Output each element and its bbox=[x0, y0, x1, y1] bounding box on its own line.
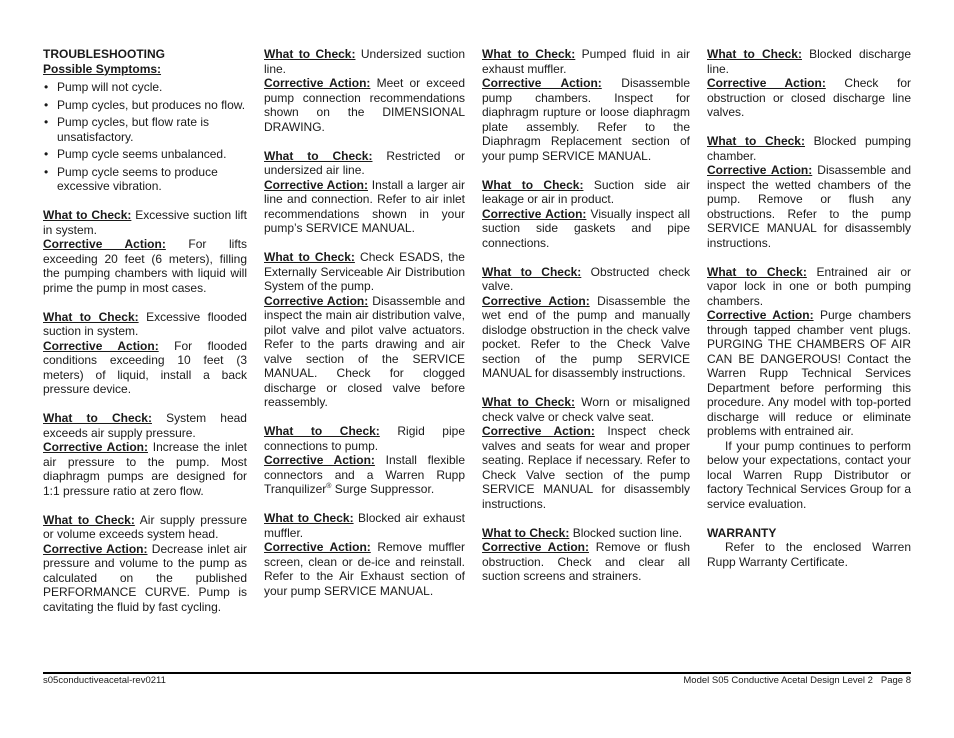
corrective-action: Corrective Action: Remove muffler screen, clean or de-ice and reinstall. Refer to the Air Exhaust section of your pump SERVICE MANUAL. bbox=[264, 540, 466, 598]
what-to-check: What to Check: Blocked discharge line. bbox=[707, 47, 911, 76]
troubleshooting-entry bbox=[707, 134, 911, 250]
what-to-check: What to Check: Suction side air leakage or air in product. bbox=[482, 177, 690, 206]
troubleshooting-entry bbox=[43, 208, 247, 295]
corrective-action: Corrective Action: Increase the inlet air pressure to the pump. Most diaphragm pumps are designed for 1:1 pressure ratio at zero flow. bbox=[43, 440, 247, 498]
bullet-icon: • bbox=[44, 147, 49, 161]
what-to-check: What to Check: Blocked air exhaust muffler. bbox=[264, 511, 465, 540]
column-4 bbox=[707, 47, 911, 569]
corrective-action: Corrective Action: Inspect check valves and seats for wear and proper seating. Replace if necessary. Refer to Check Valve section of the pump SERVICE MANUAL for disassembly instructions. bbox=[482, 424, 690, 511]
troubleshooting-entry bbox=[264, 149, 465, 236]
what-to-check: What to Check: Air supply pressure or volume exceeds system head. bbox=[43, 512, 247, 541]
warranty-text: Refer to the enclosed Warren Rupp Warranty Certificate. bbox=[707, 540, 911, 569]
what-to-check: What to Check: Rigid pipe connections to pump. bbox=[264, 424, 465, 453]
corrective-action: Corrective Action: Purge chambers through tapped chamber vent plugs. PURGING THE CHAMBERS OF AIR CAN BE DANGEROUS! Contact the Warren Rupp Technical Services Department before performing this procedure. Any model with top-ported discharge will reduce or eliminate problems with entrained air. bbox=[707, 308, 912, 438]
what-to-check: What to Check: Obstructed check valve. bbox=[482, 264, 690, 293]
bullet-icon: • bbox=[44, 164, 49, 179]
troubleshooting-entry bbox=[43, 411, 247, 498]
warranty-heading: WARRANTY bbox=[707, 525, 777, 540]
footer-doc-id: s05conductiveacetal-rev0211 bbox=[43, 675, 166, 686]
bullet-icon: • bbox=[44, 115, 49, 129]
corrective-action: Corrective Action: Disassemble and inspect the wetted chambers of the pump. Remove or flush any obstructions. Refer to the pump SERVICE MANUAL for disassembly instructions. bbox=[707, 163, 912, 250]
what-to-check: What to Check: Restricted or undersized air line. bbox=[264, 148, 465, 177]
troubleshooting-entry bbox=[43, 310, 247, 397]
bullet-icon: • bbox=[44, 80, 49, 94]
column-1 bbox=[43, 47, 247, 614]
corrective-action: Corrective Action: For flooded conditions exceeding 10 feet (3 meters) of liquid, install a back pressure device. bbox=[43, 338, 247, 396]
symptoms-subheading: Possible Symptoms: bbox=[43, 61, 162, 76]
troubleshooting-entry bbox=[264, 424, 465, 497]
troubleshooting-entry bbox=[482, 526, 690, 584]
what-to-check: What to Check: Entrained air or vapor lock in one or both pumping chambers. bbox=[707, 264, 911, 308]
bullet-icon: • bbox=[44, 97, 49, 112]
section-heading: TROUBLESHOOTING bbox=[43, 47, 165, 61]
what-to-check: What to Check: Excessive flooded suction in system. bbox=[43, 309, 247, 338]
corrective-action: Corrective Action: Check for obstruction or closed discharge line valves. bbox=[707, 76, 911, 119]
column-3 bbox=[482, 47, 690, 584]
troubleshooting-entry bbox=[482, 47, 690, 163]
column-2 bbox=[264, 47, 465, 598]
corrective-action: Corrective Action: Decrease inlet air pressure and volume to the pump as calculated on the published PERFORMANCE CURVE. Pump is cavitating the fluid by fast cycling. bbox=[43, 541, 248, 614]
troubleshooting-entry bbox=[43, 513, 247, 615]
corrective-action: Corrective Action: Remove or flush obstruction. Check and clear all suction screens and strainers. bbox=[482, 540, 691, 583]
footer-rule bbox=[43, 672, 911, 674]
list-item: • Pump cycles, but flow rate is unsatisfactory. bbox=[44, 115, 210, 144]
what-to-check: What to Check: Blocked pumping chamber. bbox=[707, 134, 911, 163]
corrective-action: Corrective Action: Meet or exceed pump connection recommendations shown on the DIMENSIONAL DRAWING. bbox=[264, 76, 465, 134]
troubleshooting-entry bbox=[482, 395, 690, 511]
footer-page-info: Model S05 Conductive Acetal Design Level 2 Page 8 bbox=[683, 675, 911, 686]
list-item: • Pump cycles, but produces no flow. bbox=[44, 97, 246, 112]
what-to-check: What to Check: Worn or misaligned check valve or check valve seat. bbox=[482, 395, 690, 424]
troubleshooting-entry bbox=[482, 178, 690, 251]
what-to-check: What to Check: System head exceeds air supply pressure. bbox=[43, 411, 247, 440]
troubleshooting-entry bbox=[264, 511, 465, 598]
corrective-action: Corrective Action: Disassemble and inspect the main air distribution valve, pilot valve and pilot valve actuators. Refer to the parts drawing and air valve section of the SERVICE MANUAL. Check for clogged discharge or closed valve before reassembly. bbox=[264, 293, 466, 409]
list-item: • Pump cycle seems to produce excessive vibration. bbox=[44, 164, 218, 193]
what-to-check: What to Check: Blocked suction line. bbox=[482, 525, 683, 540]
registered-mark: ® bbox=[326, 483, 332, 490]
troubleshooting-entry bbox=[707, 47, 911, 120]
troubleshooting-entry bbox=[264, 250, 465, 410]
list-item: • Pump cycle seems unbalanced. bbox=[44, 147, 227, 161]
corrective-action: Corrective Action: For lifts exceeding 20 feet (6 meters), filling the pumping chambers with liquid will prime the pump in most cases. bbox=[43, 237, 248, 295]
troubleshooting-entry bbox=[482, 265, 690, 381]
symptoms-list bbox=[43, 80, 247, 194]
what-to-check: What to Check: Undersized suction line. bbox=[264, 47, 465, 76]
corrective-action: Corrective Action: Install flexible connectors and a Warren Rupp Tranquilizer® Surge Suppressor. bbox=[264, 453, 465, 496]
list-item: • Pump will not cycle. bbox=[44, 80, 163, 94]
corrective-action: Corrective Action: Visually inspect all suction side gaskets and pipe connections. bbox=[482, 206, 690, 250]
what-to-check: What to Check: Check ESADS, the Externally Serviceable Air Distribution System of the pump. bbox=[264, 250, 465, 293]
closing-paragraph: If your pump continues to perform below your expectations, contact your local Warren Rupp Distributor or factory Technical Services Group for a service evaluation. bbox=[707, 438, 911, 511]
troubleshooting-entry bbox=[264, 47, 465, 134]
what-to-check: What to Check: Pumped fluid in air exhaust muffler. bbox=[482, 47, 690, 76]
corrective-action: Corrective Action: Install a larger air line and connection. Refer to air inlet recommendations shown in your pump’s SERVICE MANUAL. bbox=[264, 177, 465, 235]
corrective-action: Corrective Action: Disassemble pump chambers. Inspect for diaphragm rupture or loose diaphragm plate assembly. Refer to the Diaphragm Replacement section of your pump SERVICE MANUAL. bbox=[482, 76, 690, 163]
corrective-action: Corrective Action: Disassemble the wet end of the pump and manually dislodge obstruction in the check valve pocket. Refer to the Check Valve section of the pump SERVICE MANUAL for disassembly instructions. bbox=[482, 293, 690, 380]
what-to-check: What to Check: Excessive suction lift in system. bbox=[43, 208, 247, 237]
troubleshooting-entry bbox=[707, 265, 911, 439]
